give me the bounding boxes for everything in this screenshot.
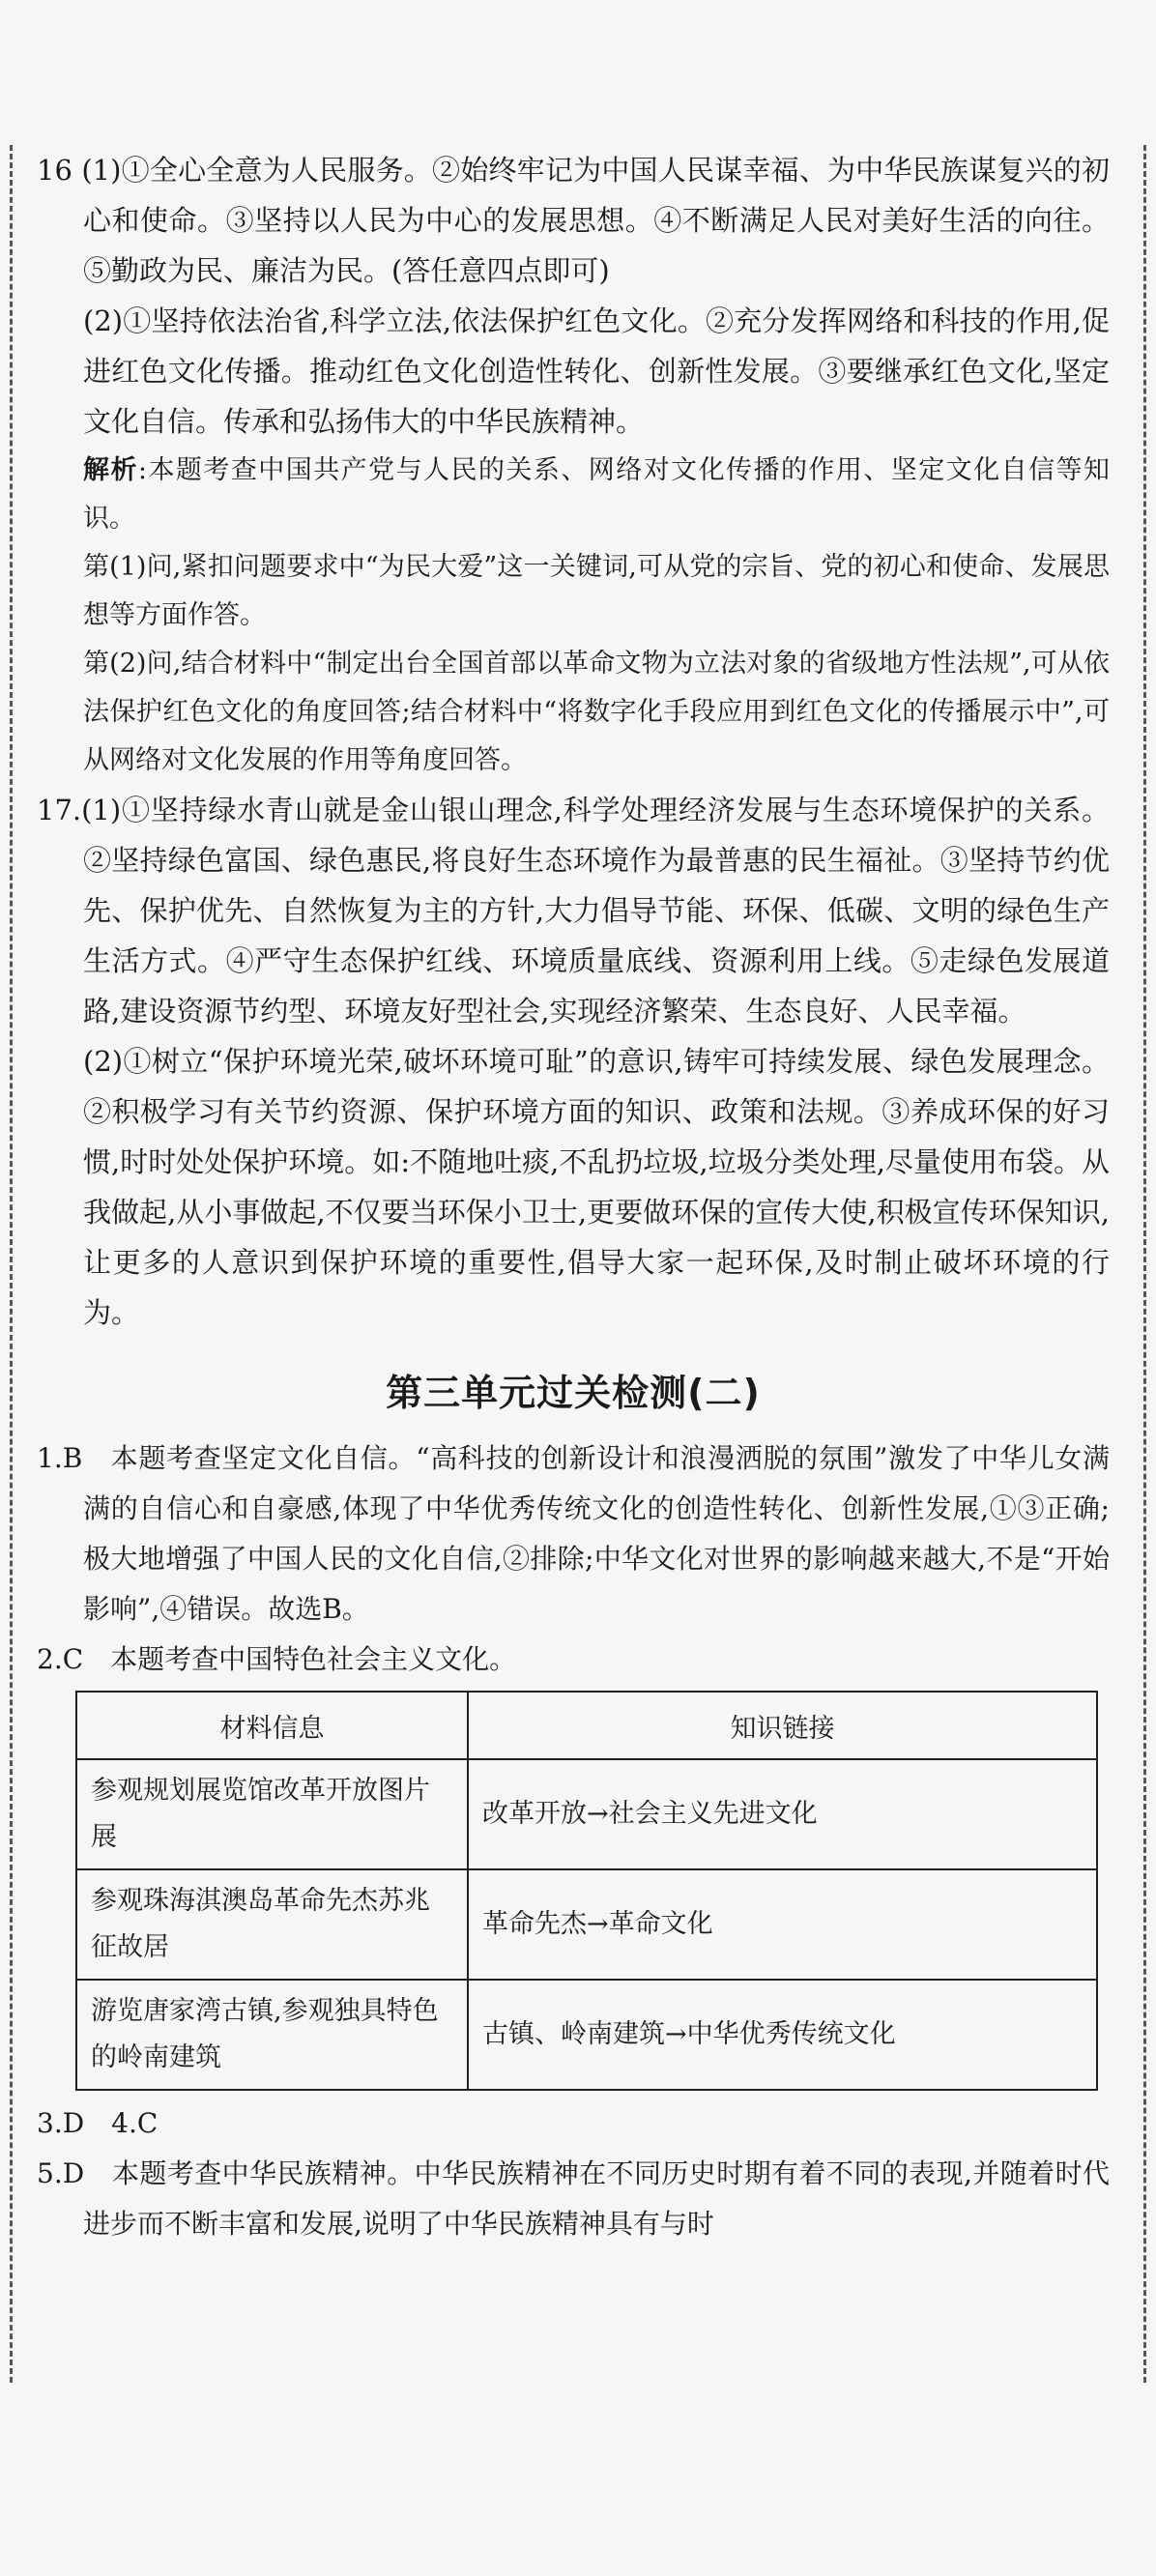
right-dashed-border [1143, 145, 1146, 2383]
table-cell: 古镇、岭南建筑→中华优秀传统文化 [468, 1980, 1097, 2090]
table-header: 知识链接 [468, 1692, 1097, 1759]
answer-page [37, 145, 1110, 2249]
answer-5: 5.D 本题考查中华民族精神。中华民族精神在不同历史时期有着不同的表现,并随着时代进步而不断丰富和发展,说明了中华民族精神具有与时 [37, 2157, 1110, 2240]
analysis-text: :本题考查中国共产党与人民的关系、网络对文化传播的作用、坚定文化自信等知识。 [83, 455, 1110, 534]
left-dashed-border [10, 145, 13, 2383]
q17-part2: (2)①树立“保护环境光荣,破坏环境可耻”的意识,铸牢可持续发展、绿色发展理念。②积极学习有关节约资源、保护环境方面的知识、政策和法规。③养成环保的好习惯,时时处处保护环境。如:不随地吐痰,不乱扔垃圾,垃圾分类处理,尽量使用布袋。从我做起,从小事做起,不仅要当环保小卫士,更要做环保的宣传大使,积极宣传环保知识,让更多的人意识到保护环境的重要性,倡导大家一起环保,及时制止破坏环境的行为。 [83, 1045, 1110, 1329]
q17-part1: 17.(1)①坚持绿水青山就是金山银山理念,科学处理经济发展与生态环境保护的关系。②坚持绿色富国、绿色惠民,将良好生态环境作为最普惠的民生福祉。③坚持节约优先、保护优先、自然恢复为主的方针,大力倡导节能、环保、低碳、文明的绿色生产生活方式。④严守生态保护红线、环境质量底线、资源利用上线。⑤走绿色发展道路,建设资源节约型、环境友好型社会,实现经济繁荣、生态良好、人民幸福。 [37, 794, 1110, 1028]
table-row [76, 1980, 1097, 2090]
table-row [76, 1869, 1097, 1980]
q16-analysis-2: 第(1)问,紧扣问题要求中“为民大爱”这一关键词,可从党的宗旨、党的初心和使命、发展思想等方面作答。 [83, 552, 1110, 630]
q16-analysis [37, 447, 1110, 543]
q16-part1: 16 (1)①全心全意为人民服务。②始终牢记为中国人民谋幸福、为中华民族谋复兴的初心和使命。③坚持以人民为中心的发展思想。④不断满足人民对美好生活的向往。⑤勤政为民、廉洁为民。(答任意四点即可) [37, 154, 1110, 287]
section-title: 第三单元过关检测(二) [386, 1372, 761, 1414]
answer-1: 1.B 本题考查坚定文化自信。“高科技的创新设计和浪漫洒脱的氛围”激发了中华儿女满满的自信心和自豪感,体现了中华优秀传统文化的创造性转化、创新性发展,①③正确;极大地增强了中国人民的文化自信,②排除;中华文化对世界的影响越来越大,不是“开始影响”,④错误。故选B。 [37, 1442, 1110, 1625]
answer-3-4: 3.D 4.C [37, 2107, 159, 2139]
knowledge-table [75, 1691, 1098, 2091]
q16-part2: (2)①坚持依法治省,科学立法,依法保护红色文化。②充分发挥网络和科技的作用,促进红色文化传播。推动红色文化创造性转化、创新性发展。③要继承红色文化,坚定文化自信。传承和弘扬伟大的中华民族精神。 [83, 304, 1110, 438]
table-header: 材料信息 [76, 1692, 468, 1759]
table-cell: 游览唐家湾古镇,参观独具特色的岭南建筑 [76, 1980, 468, 2090]
table-row [76, 1759, 1097, 1869]
table-cell: 参观珠海淇澳岛革命先杰苏兆征故居 [76, 1869, 468, 1980]
table-cell: 改革开放→社会主义先进文化 [468, 1759, 1097, 1869]
table-cell: 参观规划展览馆改革开放图片展 [76, 1759, 468, 1869]
answer-2: 2.C 本题考查中国特色社会主义文化。 [37, 1643, 517, 1675]
analysis-label: 解析 [83, 455, 138, 485]
table-cell: 革命先杰→革命文化 [468, 1869, 1097, 1980]
q16-analysis-3: 第(2)问,结合材料中“制定出台全国首部以革命文物为立法对象的省级地方性法规”,可从依法保护红色文化的角度回答;结合材料中“将数字化手段应用到红色文化的传播展示中”,可从网络对文化发展的作用等角度回答。 [83, 649, 1110, 775]
